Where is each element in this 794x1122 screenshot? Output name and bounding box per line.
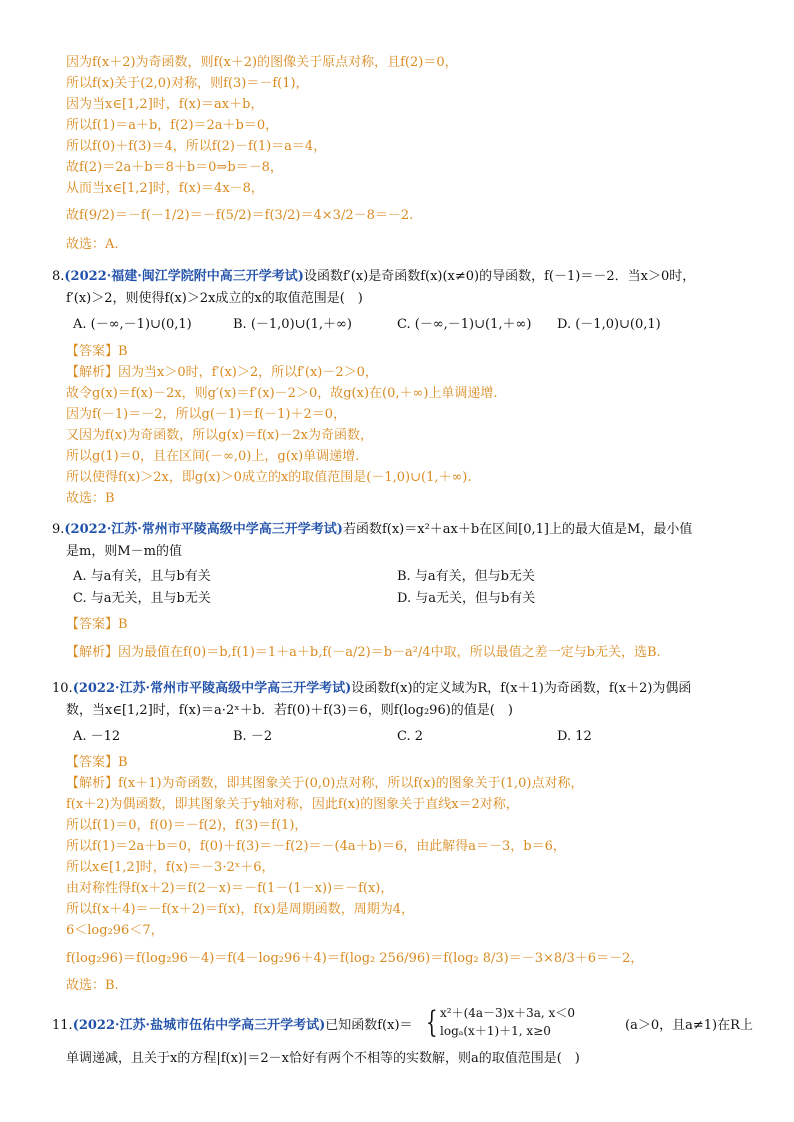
solution-line: 故f(2)＝2a＋b＝8＋b＝0⇒b＝－8， [66,160,283,175]
option-b: B. (－1,0)∪(1,＋∞) [233,317,352,332]
question-number: 8. [52,269,65,284]
question-stem [52,1017,413,1035]
analysis-line: 故选：B [66,491,115,506]
analysis-line: 所以f(x＋4)＝－f(x＋2)＝f(x)，f(x)是周期函数，周期为4， [66,902,414,917]
analysis-line: 故令g(x)＝f(x)－2x，则g′(x)＝f′(x)－2＞0，故g(x)在(0,＋∞)上单调递增. [66,386,498,401]
answer-label: 【答案】B [66,617,128,632]
question-stem [52,521,692,539]
option-a: A. －12 [73,729,121,744]
option-a: A. (－∞,－1)∪(0,1) [73,317,192,332]
analysis-line: 所以f(1)＝0，f(0)＝－f(2)，f(3)＝f(1)， [66,818,308,833]
analysis-line: 故选：B. [66,978,119,993]
solution-line: 故选：A. [66,237,119,252]
question-source: (2022·江苏·常州市平陵高级中学高三开学考试) [64,522,343,537]
analysis-line: 因为f(－1)＝－2，所以g(－1)＝f(－1)＋2＝0， [66,407,347,422]
option-c: C. (－∞,－1)∪(1,＋∞) [397,317,532,332]
question-text: 设函数f′(x)是奇函数f(x)(x≠0)的导函数，f(－1)＝－2．当x＞0时， [303,269,696,284]
piecewise-brace: { [426,1005,438,1040]
question-number: 9. [52,522,65,537]
analysis-line: 【解析】因为最值在f(0)＝b,f(1)＝1＋a＋b,f(－a/2)＝b－a²/4中取，所以最值之差一定与b无关，选B. [66,645,661,660]
question-number: 11. [52,1018,73,1033]
analysis-line: 【解析】f(x＋1)为奇函数，即其图象关于(0,0)点对称，所以f(x)的图象关于(1,0)点对称， [66,776,584,791]
analysis-line: 所以使得f(x)＞2x，即g(x)＞0成立的x的取值范围是(－1,0)∪(1,＋∞). [66,470,472,485]
analysis-line: f(log₂96)＝f(log₂96－4)＝f(4－log₂96＋4)＝f(log₂ 256/96)＝f(log₂ 8/3)＝－3×8/3＋6＝－2， [66,951,644,966]
question-source: (2022·福建·闽江学院附中高三开学考试) [64,269,304,284]
solution-line: 所以f(0)＋f(3)＝4，所以f(2)－f(1)＝a＝4， [66,139,327,154]
question-text: 设函数f(x)的定义域为R，f(x＋1)为奇函数，f(x＋2)为偶函 [351,681,692,696]
question-source: (2022·江苏·常州市平陵高级中学高三开学考试) [72,681,352,696]
question-stem-cont: 单调递减，且关于x的方程|f(x)|＝2－x恰好有两个不相等的实数解，则a的取值范围是( ) [66,1051,580,1066]
question-stem-cont: 是m，则M－m的值 [66,544,182,559]
analysis-line: 所以f(1)＝2a＋b＝0，f(0)＋f(3)＝－f(2)＝－(4a＋b)＝6，由此解得a＝－3，b＝6， [66,839,566,854]
analysis-line: 【解析】因为当x＞0时，f′(x)＞2，所以f′(x)－2＞0， [66,365,378,380]
option-d: D. 与a无关，但与b有关 [397,591,536,606]
solution-line: 故f(9/2)＝－f(－1/2)＝－f(5/2)＝f(3/2)＝4×3/2－8＝－2. [66,208,414,223]
analysis-line: f(x＋2)为偶函数，即其图象关于y轴对称，因此f(x)的图象关于直线x＝2对称， [66,797,519,812]
analysis-line: 由对称性得f(x＋2)＝f(2－x)＝－f(1－(1－x))＝－f(x)， [66,881,394,896]
analysis-line: 所以x∈[1,2]时，f(x)＝－3·2ˣ＋6， [66,860,275,875]
piecewise-case-2: logₐ(x＋1)＋1, x≥0 [440,1024,551,1038]
solution-line: 所以f(x)关于(2,0)对称，则f(3)＝－f(1)， [66,76,309,91]
question-text-cont: (a＞0，且a≠1)在R上 [625,1018,753,1033]
analysis-line: 6＜log₂96＜7， [66,923,164,938]
option-c: C. 2 [397,729,424,744]
question-stem [52,268,695,286]
question-stem-cont: 数，当x∈[1,2]时，f(x)＝a·2ˣ＋b．若f(0)＋f(3)＝6，则f(log₂96)的值是( ) [66,703,513,718]
solution-line: 从而当x∈[1,2]时，f(x)＝4x－8， [66,181,264,196]
analysis-line: 所以g(1)＝0，且在区间(－∞,0)上，g(x)单调递增. [66,449,360,464]
question-text: 已知函数f(x)＝ [325,1018,413,1033]
question-number: 10. [52,681,73,696]
option-a: A. 与a有关，且与b有关 [73,569,211,584]
question-source: (2022·江苏·盐城市伍佑中学高三开学考试) [72,1018,326,1033]
question-stem-cont: f′(x)＞2，则使得f(x)＞2x成立的x的取值范围是( ) [66,291,363,306]
question-text: 若函数f(x)＝x²＋ax＋b在区间[0,1]上的最大值是M，最小值 [342,522,693,537]
option-b: B. －2 [233,729,273,744]
option-c: C. 与a无关，且与b无关 [73,591,211,606]
solution-line: 因为f(x＋2)为奇函数，则f(x＋2)的图像关于原点对称，且f(2)＝0， [66,55,458,70]
answer-label: 【答案】B [66,344,128,359]
option-d: D. 12 [557,729,592,744]
solution-line: 所以f(1)＝a＋b，f(2)＝2a＋b＝0， [66,118,279,133]
analysis-line: 又因为f(x)为奇函数，所以g(x)＝f(x)－2x为奇函数， [66,428,373,443]
option-d: D. (－1,0)∪(0,1) [557,317,661,332]
solution-line: 因为当x∈[1,2]时，f(x)＝ax＋b， [66,97,264,112]
answer-label: 【答案】B [66,755,128,770]
option-b: B. 与a有关，但与b无关 [397,569,535,584]
question-stem [52,680,691,698]
piecewise-case-1: x²＋(4a－3)x＋3a, x＜0 [440,1006,575,1020]
